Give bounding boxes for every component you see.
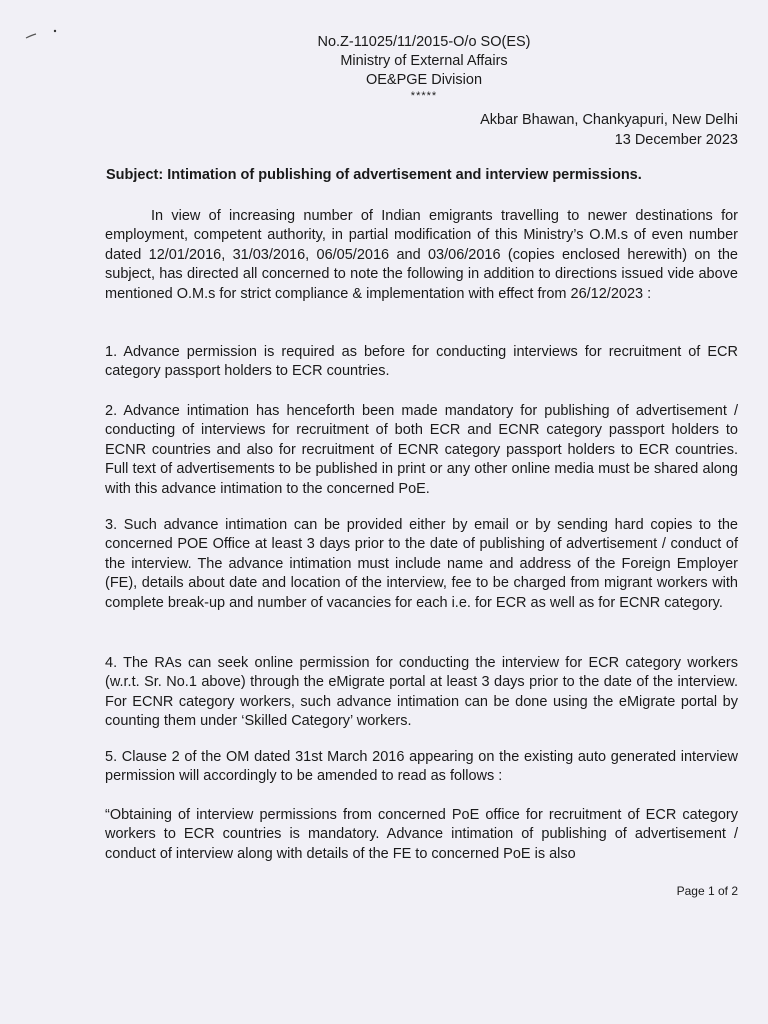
subject-line: Subject: Intimation of publishing of advertisement and interview permissions.: [106, 167, 642, 183]
office-address: Akbar Bhawan, Chankyapuri, New Delhi: [480, 112, 738, 128]
paragraph-text: 4. The RAs can seek online permission for conducting the interview for ECR category workers (w.r.t. Sr. No.1 above) through the eMigrate portal at least 3 days prior to the date of the interview. For ECNR category workers, such advance intimation can be done using the eMigrate portal by counting them under ‘Skilled Category’ workers.: [105, 655, 738, 730]
intro-paragraph: [105, 207, 738, 304]
paragraph-text: “Obtaining of interview permissions from concerned PoE office for recruitment of ECR category workers to ECR countries is mandatory. Advance intimation of publishing of advertisement / conduct of interview along with details of the FE to concerned PoE is also: [105, 807, 738, 862]
point-4-paragraph: [105, 654, 738, 732]
quoted-clause-paragraph: [105, 806, 738, 864]
paragraph-text: In view of increasing number of Indian emigrants travelling to newer destinations for employment, competent authority, in partial modification of this Ministry’s O.M.s of even number dated 12/01/2016, 31/03/2016, 06/05/2016 and 03/06/2016 (copies enclosed herewith) on the subject, has directed all concerned to note the following in addition to directions issued vide above mentioned O.M.s for strict compliance & implementation with effect from 26/12/2023 :: [105, 208, 738, 302]
header-stars: *****: [410, 90, 438, 102]
paragraph-text: 5. Clause 2 of the OM dated 31st March 2016 appearing on the existing auto generated interview permission will accordingly to be amended to read as follows :: [105, 749, 738, 785]
division-name: OE&PGE Division: [365, 72, 483, 88]
address-block: [480, 110, 738, 150]
reference-number: No.Z-11025/11/2015-O/o SO(ES): [317, 34, 531, 50]
paragraph-text: 3. Such advance intimation can be provided either by email or by sending hard copies to the concerned POE Office at least 3 days prior to the date of publishing of advertisement / conduct of the interview. The advance intimation must include name and address of the Foreign Employer (FE), details about date and location of the interview, fee to be charged from migrant workers with complete break-up and number of vacancies for each i.e. for ECR as well as for ECNR category.: [105, 517, 738, 611]
paragraph-text: 2. Advance intimation has henceforth been made mandatory for publishing of advertisement / conducting of interviews for recruitment of both ECR and ECNR category passport holders to ECNR countries and also for recruitment of ECNR category passport holders to ECR countries. Full text of advertisements to be published in print or any other online media must be shared along with this advance intimation to the concerned PoE.: [105, 403, 738, 497]
paragraph-text: 1. Advance permission is required as before for conducting interviews for recruitment of ECR category passport holders to ECR countries.: [105, 344, 738, 380]
letter-header: [0, 33, 768, 102]
letter-date: 13 December 2023: [614, 132, 738, 148]
point-2-paragraph: [105, 402, 738, 499]
page-number: Page 1 of 2: [676, 884, 738, 898]
point-5-paragraph: [105, 748, 738, 787]
point-1-paragraph: [105, 343, 738, 382]
ministry-name: Ministry of External Affairs: [340, 53, 508, 69]
point-3-paragraph: [105, 516, 738, 613]
